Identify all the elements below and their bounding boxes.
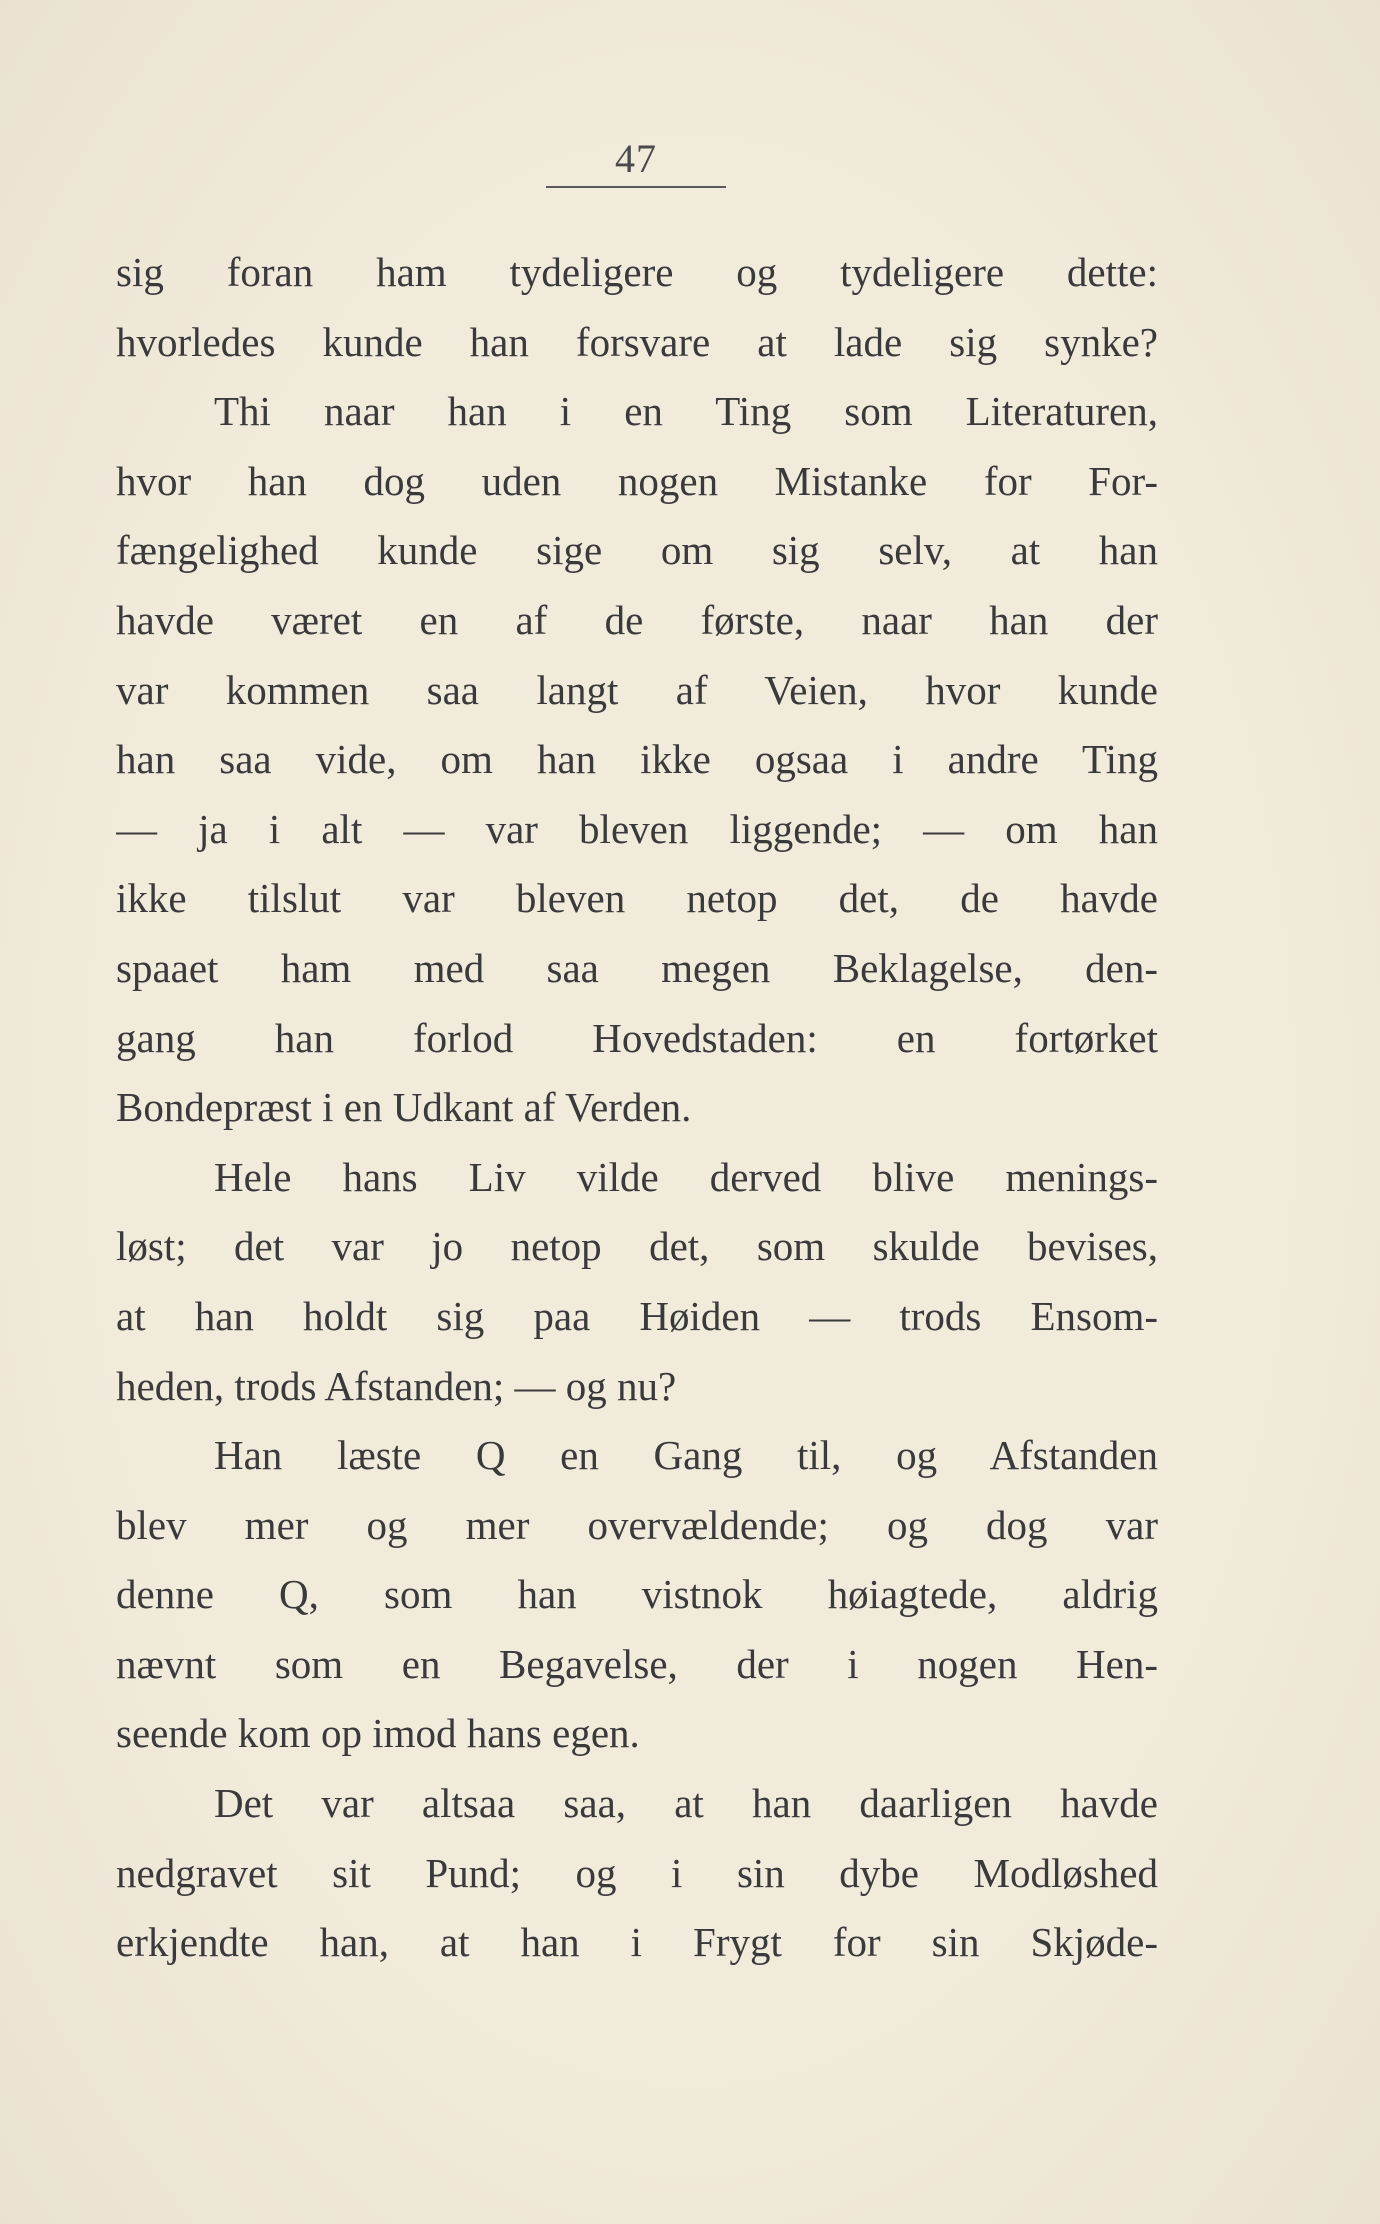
text-line: ikke tilslut var bleven netop det, de havde (116, 875, 1158, 922)
text-line: Bondepræst i en Udkant af Verden. (116, 1084, 692, 1131)
text-line: seende kom op imod hans egen. (116, 1710, 640, 1757)
text-line: spaaet ham med saa megen Beklagelse, den- (116, 944, 1158, 991)
text-line: Hele hans Liv vilde derved blive menings- (214, 1153, 1158, 1200)
text-line: hvor han dog uden nogen Mistanke for For- (116, 457, 1158, 504)
text-line: var kommen saa langt af Veien, hvor kunde (116, 666, 1158, 713)
text-line: heden, trods Afstanden; — og nu? (116, 1362, 677, 1409)
text-line: denne Q, som han vistnok høiagtede, aldrig (116, 1571, 1158, 1618)
text-line: Thi naar han i en Ting som Literaturen, (214, 388, 1158, 435)
text-line: fængelighed kunde sige om sig selv, at han (116, 527, 1158, 574)
page-number-rule (546, 186, 726, 188)
body-text (116, 238, 1158, 1978)
text-line: løst; det var jo netop det, som skulde bevises, (116, 1223, 1158, 1270)
text-line: sig foran ham tydeligere og tydeligere dette: (116, 249, 1158, 295)
text-line: han saa vide, om han ikke ogsaa i andre Ting (116, 736, 1158, 783)
text-line: gang han forlod Hovedstaden: en fortørket (116, 1014, 1158, 1061)
text-line: nævnt som en Begavelse, der i nogen Hen- (116, 1640, 1158, 1687)
text-line: havde været en af de første, naar han der (116, 596, 1158, 643)
text-line: — ja i alt — var bleven liggende; — om han (116, 805, 1158, 852)
page-number: 47 (615, 136, 657, 181)
text-line: erkjendte han, at han i Frygt for sin Skjøde- (116, 1919, 1158, 1966)
text-line: nedgravet sit Pund; og i sin dybe Modløshed (116, 1849, 1158, 1896)
text-line: blev mer og mer overvældende; og dog var (116, 1501, 1158, 1548)
text-line: at han holdt sig paa Høiden — trods Ensom- (116, 1292, 1158, 1339)
text-line: hvorledes kunde han forsvare at lade sig synke? (116, 318, 1158, 365)
text-line: Det var altsaa saa, at han daarligen havde (214, 1780, 1158, 1827)
text-line: Han læste Q en Gang til, og Afstanden (214, 1432, 1158, 1479)
